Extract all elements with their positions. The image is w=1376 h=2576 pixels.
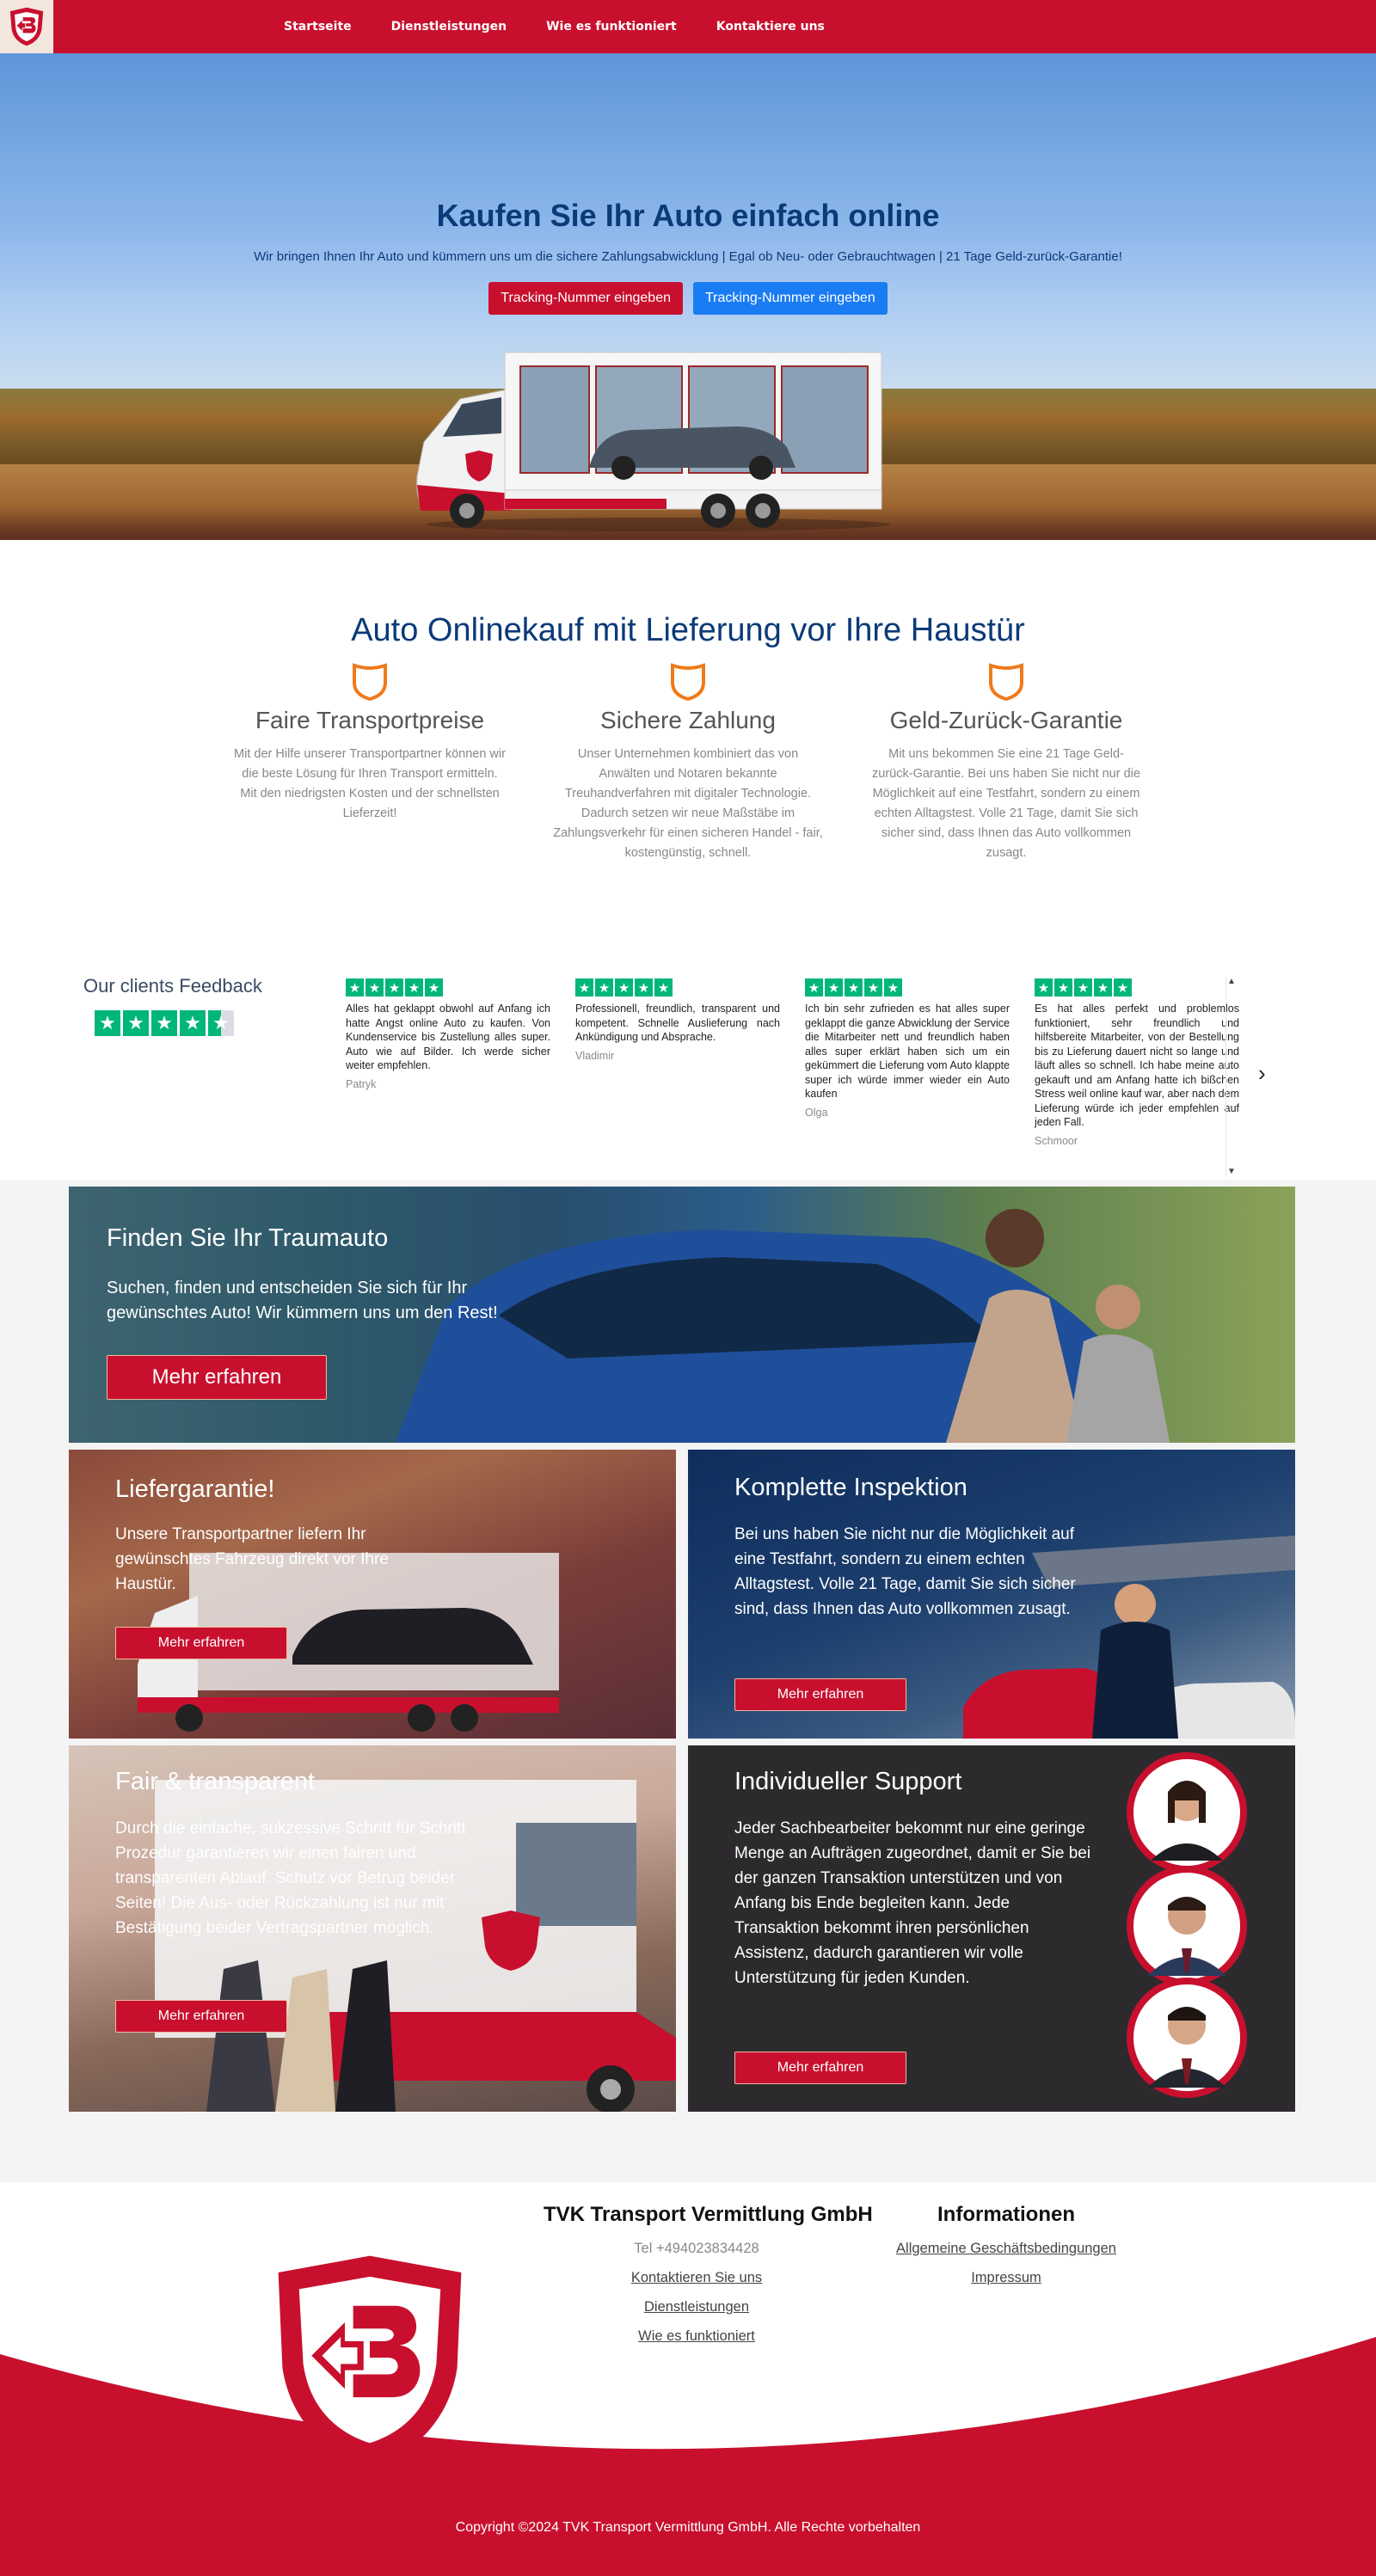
feature-fair-prices — [228, 662, 512, 824]
nav-link-kontakt[interactable]: Kontaktiere uns — [716, 20, 825, 34]
star-icon: ★ — [1054, 978, 1072, 997]
star-icon: ★ — [1094, 978, 1112, 997]
nav-link-dienstleistungen[interactable]: Dienstleistungen — [390, 20, 507, 34]
review-text: Professionell, freundlich, transparent und kompetent. Schnelle Auslieferung nach Ankündigung und Absprache. — [575, 1003, 780, 1043]
feedback-scrollbar[interactable] — [1226, 977, 1237, 1176]
shield-outline-icon — [351, 662, 389, 702]
card-text: Suchen, finden und entscheiden Sie sich für Ihr gewünschtes Auto! Wir kümmern uns um den Rest! — [107, 1279, 498, 1322]
footer-phone: Tel +494023834428 — [634, 2241, 759, 2256]
features-title: Auto Onlinekauf mit Lieferung vor Ihre Haustür — [351, 612, 1025, 648]
site-logo[interactable] — [0, 0, 53, 53]
feature-money-back — [864, 662, 1148, 863]
scroll-up-icon[interactable]: ▲ — [1227, 977, 1236, 986]
star-icon: ★ — [385, 978, 403, 997]
hero-buttons — [0, 282, 1376, 315]
car-transport-truck-image — [408, 347, 890, 533]
card-text: Durch die einfache, sukzessive Schritt für Schritt Prozedur garantieren wir einen fairen und transparenten Ablauf. Schutz vor Betrug beider Seiten! Die Aus- oder Rückzahlung ist nur mit Bestätigung beider Vertragspartner möglich. — [115, 1819, 466, 1937]
feature-text: Mit uns bekommen Sie eine 21 Tage Geld-zurück-Garantie. Bei uns haben Sie nicht nur die Möglichkeit auf eine Testfahrt, sondern zu einem echten Alltagstest. Volle 21 Tage, damit Sie sich sicher sind, dass Ihnen das Auto vollkommen zusagt. — [872, 747, 1140, 860]
shield-outline-icon — [669, 662, 707, 702]
find-more-button[interactable]: Mehr erfahren — [107, 1355, 327, 1400]
star-icon: ★ — [884, 978, 902, 997]
card-find-car — [69, 1187, 1295, 1443]
hero-section — [0, 53, 1376, 540]
star-icon: ★ — [825, 978, 843, 997]
avatar — [1127, 1978, 1247, 2098]
review-text: Ich bin sehr zufrieden es hat alles super geklappt die ganze Abwicklung der Service die Mitarbeiter nett und freundlich haben alles super erklärt haben sich um ein gekümmert die Lieferung vom Auto klappte super ich würde immer wieder ein Auto kaufen — [805, 1003, 1010, 1100]
star-icon: ★ — [1114, 978, 1132, 997]
support-more-button[interactable]: Mehr erfahren — [734, 2052, 906, 2084]
star-icon: ★ — [425, 978, 443, 997]
star-icon: ★ — [346, 978, 364, 997]
footer-link-agb[interactable]: Allgemeine Geschäftsbedingungen — [896, 2241, 1116, 2256]
footer — [0, 2182, 1376, 2576]
card-title: Liefergarantie! — [115, 1475, 275, 1503]
star-icon: ★ — [864, 978, 882, 997]
tracking-button-blue[interactable]: Tracking-Nummer eingeben — [693, 282, 888, 315]
top-navbar — [0, 0, 1376, 53]
star-icon: ★ — [151, 1010, 177, 1036]
review-stars — [805, 978, 1010, 997]
inspection-more-button[interactable]: Mehr erfahren — [734, 1678, 906, 1711]
footer-link-contact[interactable]: Kontaktieren Sie uns — [630, 2270, 763, 2285]
card-individual-support — [688, 1745, 1295, 2112]
scroll-down-icon[interactable]: ▼ — [1227, 1167, 1236, 1176]
review-stars — [1035, 978, 1239, 997]
star-icon: ★ — [1035, 978, 1053, 997]
star-icon: ★ — [654, 978, 673, 997]
card-text: Bei uns haben Sie nicht nur die Möglichkeit auf eine Testfahrt, sondern zu einem echten Alltagstest. Volle 21 Tage, damit Sie sich sicher sind, dass Ihnen das Auto vollkommen zusagt. — [734, 1525, 1076, 1618]
star-icon: ★ — [95, 1010, 120, 1036]
shield-outline-icon — [987, 662, 1025, 702]
card-delivery — [69, 1450, 676, 1739]
review-text: Es hat alles perfekt und problemlos funktioniert, sehr freundlich und hilfsbereite Mitarbeiter, von der Bestellung bis zu Lieferung dauert nicht so lange und läuft alles so schnell. Ich habe meine auto gekauft und am Anfang hatte ich bißchen Stress weil online kauf war, aber nach dem Lieferung würde ich jeder empfehlen auf jeden Fall. — [1035, 1003, 1239, 1128]
card-title: Finden Sie Ihr Traumauto — [107, 1224, 389, 1252]
star-icon: ★ — [635, 978, 653, 997]
review-author: Schmoor — [1035, 1134, 1078, 1147]
star-icon: ★ — [575, 978, 593, 997]
review-card — [575, 978, 780, 1062]
shield-arrow-logo-icon — [7, 6, 46, 47]
star-icon: ★ — [615, 978, 633, 997]
chevron-right-icon[interactable]: › — [1258, 1060, 1266, 1086]
star-icon: ★ — [1074, 978, 1092, 997]
nav-links — [284, 0, 825, 53]
feature-title: Sichere Zahlung — [600, 707, 776, 733]
star-icon: ★ — [405, 978, 423, 997]
review-stars — [575, 978, 780, 997]
feature-text: Mit der Hilfe unserer Transportpartner können wir die beste Lösung für Ihren Transport ermitteln. Mit den niedrigsten Kosten und der schnellsten Lieferzeit! — [234, 747, 506, 820]
footer-link-how-it-works[interactable]: Wie es funktioniert — [638, 2328, 755, 2344]
star-icon: ★ — [805, 978, 823, 997]
copyright-text: Copyright ©2024 TVK Transport Vermittlung GmbH. Alle Rechte vorbehalten — [455, 2520, 921, 2535]
footer-info-title: Informationen — [937, 2203, 1075, 2226]
half-star-icon: ★ — [208, 1010, 234, 1036]
tracking-button-red[interactable]: Tracking-Nummer eingeben — [488, 282, 683, 315]
review-card — [346, 978, 550, 1090]
footer-shield-logo-icon — [265, 2248, 475, 2476]
hero-subtitle: Wir bringen Ihnen Ihr Auto und kümmern uns um die sichere Zahlungsabwicklung | Egal ob Neu- oder Gebrauchtwagen | 21 Tage Geld-zurück-Garantie! — [254, 249, 1122, 264]
avatar — [1127, 1866, 1247, 1986]
nav-link-startseite[interactable]: Startseite — [284, 20, 352, 34]
review-card — [805, 978, 1010, 1119]
hero-title: Kaufen Sie Ihr Auto einfach online — [436, 198, 940, 233]
overall-rating-stars — [95, 1010, 234, 1036]
star-icon: ★ — [595, 978, 613, 997]
feature-title: Faire Transportpreise — [255, 707, 485, 733]
feature-secure-payment — [546, 662, 830, 863]
star-icon: ★ — [180, 1010, 206, 1036]
review-card — [1035, 978, 1239, 1147]
delivery-more-button[interactable]: Mehr erfahren — [115, 1627, 287, 1659]
nav-link-wie-es-funktioniert[interactable]: Wie es funktioniert — [546, 20, 677, 34]
review-author: Olga — [805, 1106, 828, 1119]
card-text: Jeder Sachbearbeiter bekommt nur eine geringe Menge an Aufträgen zugeordnet, damit er Sie bei der ganzen Transaktion unterstützen und von Anfang bis Ende begleiten kann. Jede Transaktion bekommt ihren persönlichen Assistenz, dadurch garantieren wir volle Unterstützung für jeden Kunden. — [734, 1819, 1091, 1987]
card-inspection — [688, 1450, 1295, 1739]
feedback-title: Our clients Feedback — [83, 975, 262, 997]
review-stars — [346, 978, 550, 997]
card-title: Komplette Inspektion — [734, 1474, 968, 1501]
star-icon: ★ — [123, 1010, 149, 1036]
review-author: Patryk — [346, 1077, 377, 1090]
footer-link-services[interactable]: Dienstleistungen — [644, 2299, 749, 2315]
card-title: Fair & transparent — [115, 1768, 316, 1795]
feature-title: Geld-Zurück-Garantie — [889, 707, 1123, 733]
card-text: Unsere Transportpartner liefern Ihr gewünschtes Fahrzeug direkt vor Ihre Haustür. — [115, 1525, 389, 1593]
avatar — [1127, 1752, 1247, 1873]
feature-text: Unser Unternehmen kombiniert das von Anwälten und Notaren bekannte Treuhandverfahren mit digitaler Technologie. Dadurch setzen wir neue Maßstäbe im Zahlungsverkehr für einen sicheren Handel - fair, kostengünstig, schnell. — [553, 747, 823, 860]
star-icon: ★ — [366, 978, 384, 997]
footer-link-impressum[interactable]: Impressum — [971, 2270, 1041, 2285]
fair-more-button[interactable]: Mehr erfahren — [115, 2000, 287, 2033]
card-title: Individueller Support — [734, 1768, 962, 1795]
card-fair-transparent — [69, 1745, 676, 2112]
review-text: Alles hat geklappt obwohl auf Anfang ich hatte Angst online Auto zu kaufen. Von Kundenservice bis Zustellung alles super. Auto wie auf Bilder. Ich werde sicher weiter empfehlen. — [346, 1003, 550, 1071]
review-author: Vladimir — [575, 1049, 615, 1062]
footer-company-title: TVK Transport Vermittlung GmbH — [544, 2203, 873, 2226]
star-icon: ★ — [845, 978, 863, 997]
